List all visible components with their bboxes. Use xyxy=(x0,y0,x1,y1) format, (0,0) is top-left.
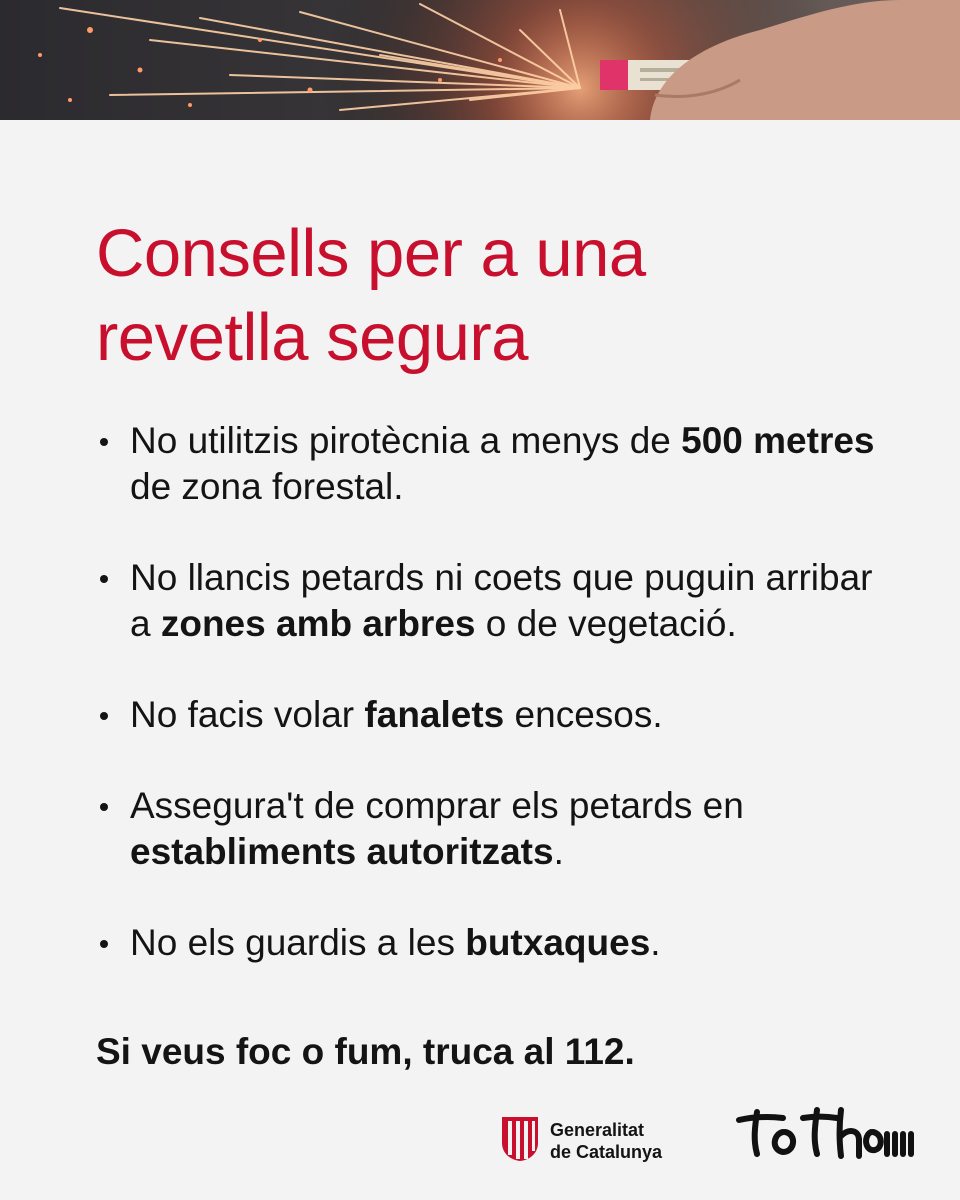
hero-photo xyxy=(0,0,960,120)
generalitat-wordmark xyxy=(550,1119,662,1163)
bullet-icon xyxy=(100,438,108,446)
senyera-emblem-icon xyxy=(500,1115,540,1163)
bullet-icon xyxy=(100,940,108,948)
tip-text: No utilitzis pirotècnia a menys de 500 metres de zona forestal. xyxy=(130,420,875,507)
tip-text: No facis volar fanalets encesos. xyxy=(130,694,663,735)
title-line-1: Consells per a una xyxy=(96,216,646,291)
tip-item xyxy=(96,783,886,875)
bullet-icon xyxy=(100,803,108,811)
tip-text: No llancis petards ni coets que puguin arribar a zones amb arbres o de vegetació. xyxy=(130,557,873,644)
tip-item xyxy=(96,418,886,510)
bullet-icon xyxy=(100,575,108,583)
bullet-icon xyxy=(100,712,108,720)
tips-list xyxy=(96,418,886,1011)
emergency-call-text: Si veus foc o fum, truca al 112. xyxy=(96,1031,635,1072)
tip-item xyxy=(96,555,886,647)
title-line-2: revetlla segura xyxy=(96,300,528,375)
generalitat-logo xyxy=(500,1113,700,1167)
generalitat-line-1: Generalitat xyxy=(550,1120,645,1140)
tip-item xyxy=(96,920,886,966)
tip-text: No els guardis a les butxaques. xyxy=(130,922,661,963)
sparkler-illustration xyxy=(0,0,960,120)
tothom-logo xyxy=(733,1104,918,1164)
page-title xyxy=(96,212,876,380)
tip-text: Assegura't de comprar els petards en establiments autoritzats. xyxy=(130,785,744,872)
generalitat-line-2: de Catalunya xyxy=(550,1142,663,1162)
tip-item xyxy=(96,692,886,738)
